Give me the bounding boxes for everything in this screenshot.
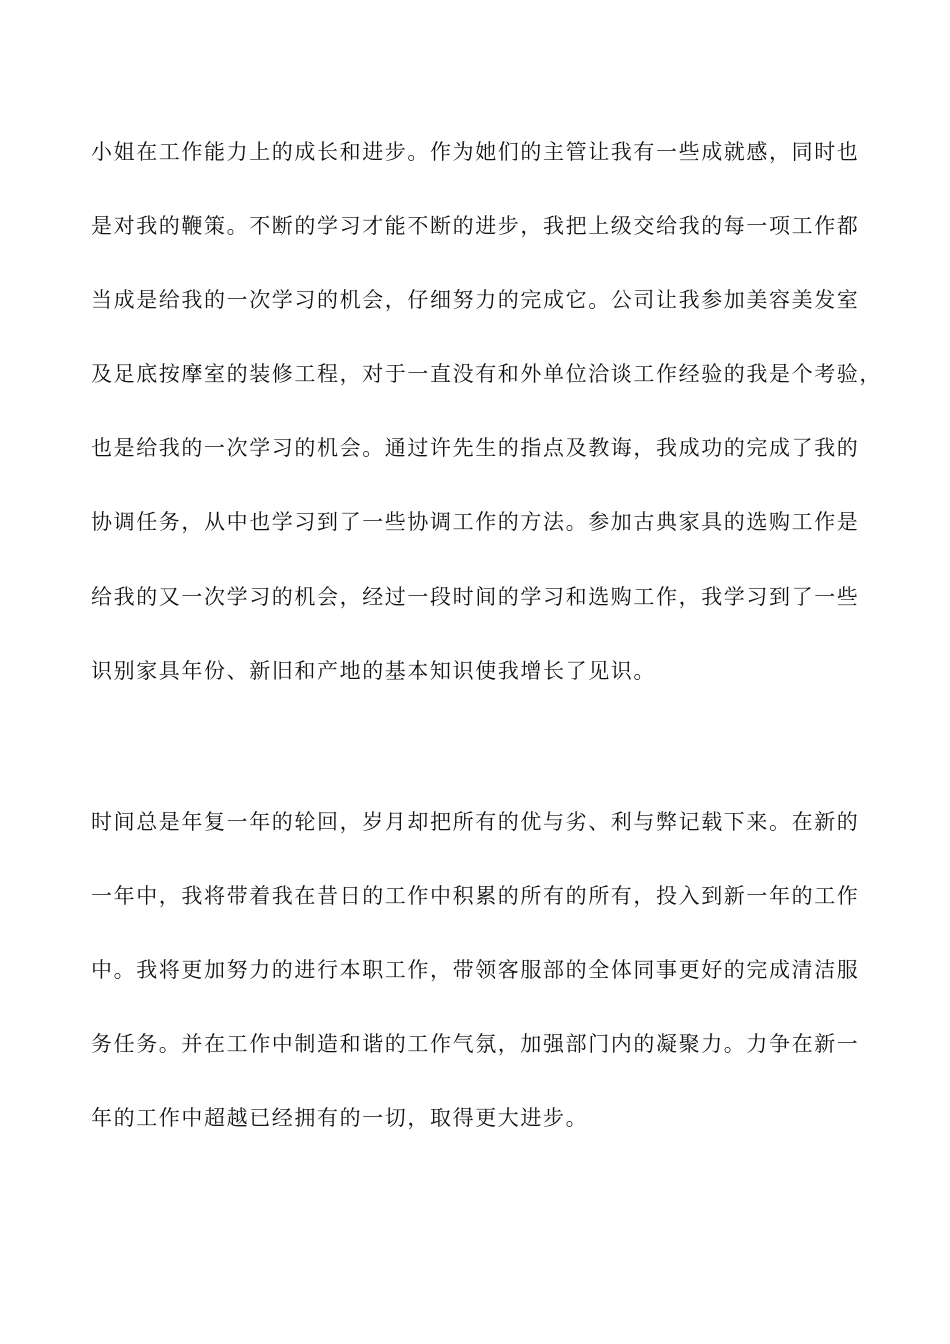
paragraph-line: 及足底按摩室的装修工程，对于一直没有和外单位洽谈工作经验的我是个考验， (91, 362, 882, 386)
paragraph-line: 年的工作中超越已经拥有的一切，取得更大进步。 (91, 1106, 589, 1130)
paragraph-line: 一年中，我将带着我在昔日的工作中积累的所有的所有，投入到新一年的工作 (91, 884, 860, 908)
paragraph-line: 时间总是年复一年的轮回，岁月却把所有的优与劣、利与弊记载下来。在新的 (91, 810, 860, 834)
paragraph-line: 给我的又一次学习的机会，经过一段时间的学习和选购工作，我学习到了一些 (91, 585, 860, 609)
paragraph-line: 是对我的鞭策。不断的学习才能不断的进步，我把上级交给我的每一项工作都 (91, 214, 860, 238)
paragraph-line: 识别家具年份、新旧和产地的基本知识使我增长了见识。 (91, 659, 656, 683)
paragraph-line: 当成是给我的一次学习的机会，仔细努力的完成它。公司让我参加美容美发室 (91, 288, 860, 312)
paragraph-line: 也是给我的一次学习的机会。通过许先生的指点及教诲，我成功的完成了我的 (91, 436, 860, 460)
paragraph-line: 协调任务，从中也学习到了一些协调工作的方法。参加古典家具的选购工作是 (91, 510, 860, 534)
paragraph-line: 务任务。并在工作中制造和谐的工作气氛，加强部门内的凝聚力。力争在新一 (91, 1032, 860, 1056)
paragraph-line: 中。我将更加努力的进行本职工作，带领客服部的全体同事更好的完成清洁服 (91, 958, 860, 982)
paragraph-line: 小姐在工作能力上的成长和进步。作为她们的主管让我有一些成就感，同时也 (91, 140, 860, 164)
